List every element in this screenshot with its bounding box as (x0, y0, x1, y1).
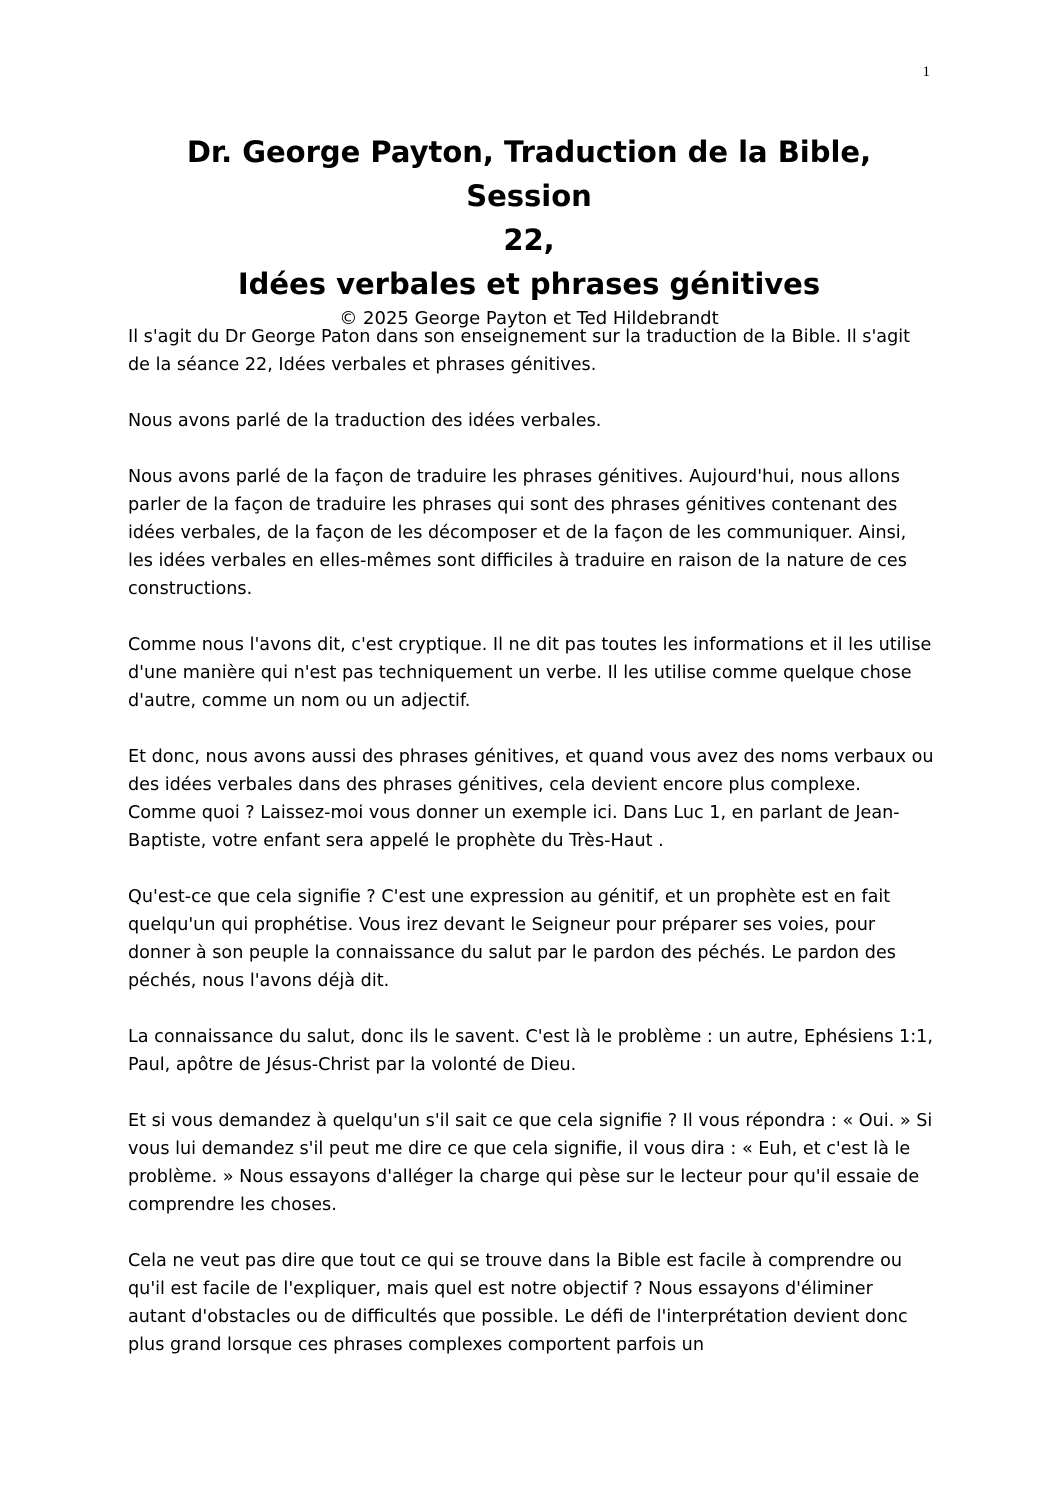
document-title-line-3: Idées verbales et phrases génitives (237, 267, 821, 301)
document-title-line-1: Dr. George Payton, Traduction de la Bible, Session (186, 135, 872, 213)
paragraph-6: Qu'est-ce que cela signifie ? C'est une expression au génitif, et un prophète est en fait quelqu'un qui prophétise. Vous irez devant le Seigneur pour préparer ses voies, pour donner à son peuple la connaissance du salut par le pardon des péchés. Le pardon des péchés, nous l'avons déjà dit. (128, 887, 896, 991)
paragraph-8: Et si vous demandez à quelqu'un s'il sait ce que cela signifie ? Il vous répondra : « Oui. » Si vous lui demandez s'il peut me dire ce que cela signifie, il vous dira : « Euh, et c'est là le problème. » Nous essayons d'alléger la charge qui pèse sur le lecteur pour qu'il essaie de comprendre les choses. (128, 1111, 933, 1215)
document-title-line-2: 22, (503, 223, 555, 257)
paragraph-9: Cela ne veut pas dire que tout ce qui se trouve dans la Bible est facile à comprendre ou qu'il est facile de l'expliquer, mais quel est notre objectif ? Nous essayons d'éliminer autant d'obstacles ou de difficultés que possible. Le défi de l'interprétation devient donc plus grand lorsque ces phrases complexes comportent parfois un (128, 1251, 908, 1355)
paragraph-4: Comme nous l'avons dit, c'est cryptique. Il ne dit pas toutes les informations et il les utilise d'une manière qui n'est pas techniquement un verbe. Il les utilise comme quelque chose d'autre, comme un nom ou un adjectif. (128, 635, 932, 711)
paragraph-2: Nous avons parlé de la traduction des idées verbales. (128, 411, 602, 431)
paragraph-5: Et donc, nous avons aussi des phrases génitives, et quand vous avez des noms verbaux ou des idées verbales dans des phrases génitives, cela devient encore plus complexe. Comme quoi ? Laissez-moi vous donner un exemple ici. Dans Luc 1, en parlant de Jean-Baptiste, votre enfant sera appelé le prophète du Très-Haut . (128, 747, 934, 851)
paragraph-7: La connaissance du salut, donc ils le savent. C'est là le problème : un autre, Ephésiens 1:1, Paul, apôtre de Jésus-Christ par la volonté de Dieu. (128, 1027, 933, 1075)
title-block (128, 130, 930, 332)
paragraph-3: Nous avons parlé de la façon de traduire les phrases génitives. Aujourd'hui, nous allons parler de la façon de traduire les phrases qui sont des phrases génitives contenant des idées verbales, de la façon de les décomposer et de la façon de les communiquer. Ainsi, les idées verbales en elles-mêmes sont difficiles à traduire en raison de la nature de ces constructions. (128, 467, 907, 599)
document-body (128, 323, 934, 1387)
copyright-notice: © 2025 George Payton et Ted Hildebrandt (339, 308, 719, 329)
page-number: 1 (922, 64, 930, 80)
paragraph-1: Il s'agit du Dr George Paton dans son enseignement sur la traduction de la Bible. Il s'agit de la séance 22, Idées verbales et phrases génitives. (128, 327, 911, 375)
